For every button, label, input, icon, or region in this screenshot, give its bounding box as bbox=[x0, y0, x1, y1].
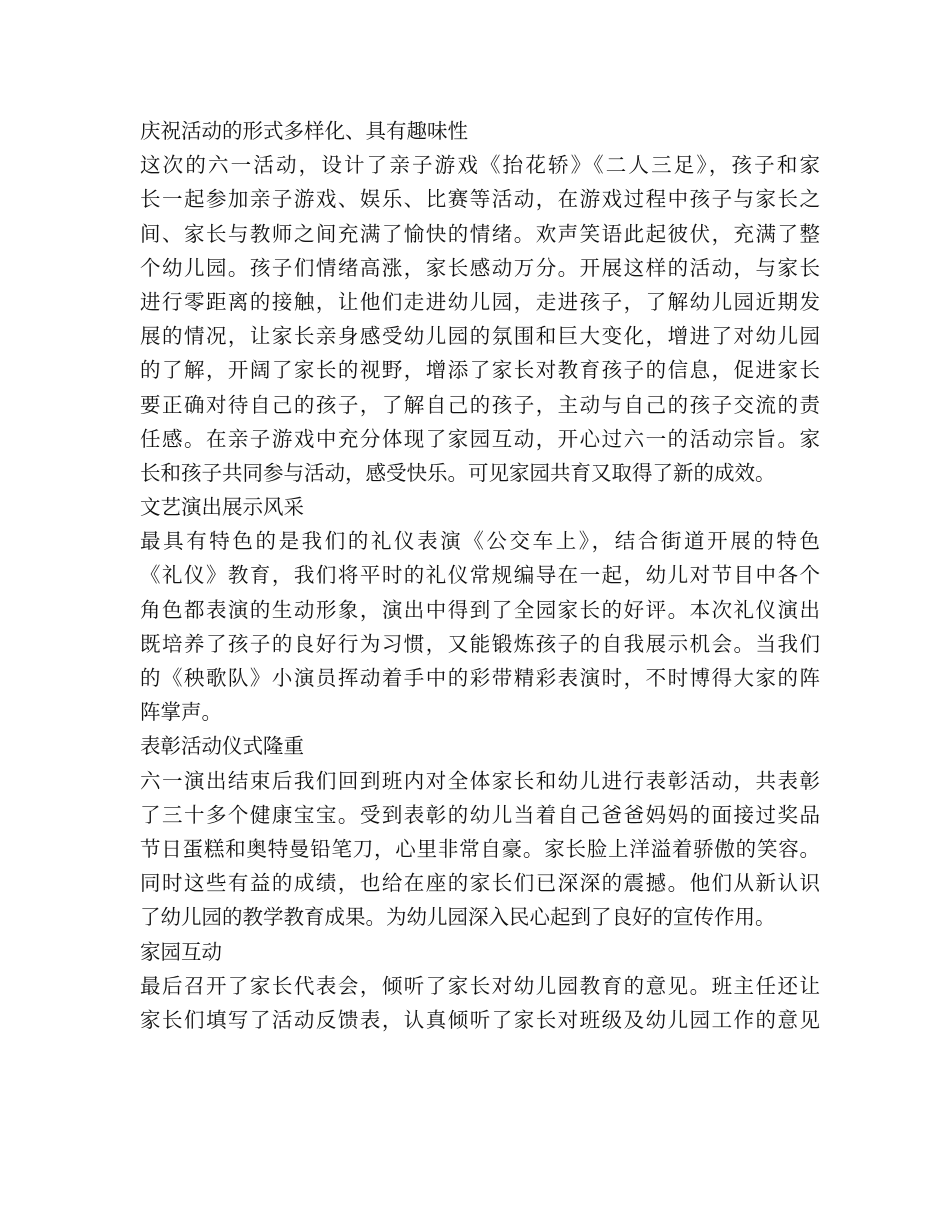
section-heading-interaction: 家园互动 bbox=[140, 939, 222, 964]
paragraph-line: 了三十多个健康宝宝。受到表彰的幼儿当着自己爸爸妈妈的面接过奖品 bbox=[140, 802, 820, 827]
paragraph-line: 进行零距离的接触，让他们走进幼儿园，走进孩子，了解幼儿园近期发 bbox=[140, 289, 820, 314]
paragraph-line: 六一演出结束后我们回到班内对全体家长和幼儿进行表彰活动，共表彰 bbox=[140, 768, 820, 793]
paragraph-line: 要正确对待自己的孩子，了解自己的孩子，主动与自己的孩子交流的责 bbox=[140, 392, 820, 417]
paragraph-line: 的《秧歌队》小演员挥动着手中的彩带精彩表演时，不时博得大家的阵 bbox=[140, 666, 820, 690]
paragraph-line: 同时这些有益的成绩，也给在座的家长们已深深的震撼。他们从新认识 bbox=[140, 871, 820, 896]
section-heading-performance: 文艺演出展示风采 bbox=[140, 495, 304, 520]
section-heading-commendation: 表彰活动仪式隆重 bbox=[140, 734, 304, 759]
paragraph-line: 节日蛋糕和奥特曼铅笔刀，心里非常自豪。家长脸上洋溢着骄傲的笑容。 bbox=[140, 836, 820, 861]
paragraph-line: 个幼儿园。孩子们情绪高涨，家长感动万分。开展这样的活动，与家长 bbox=[140, 255, 820, 280]
paragraph-line: 这次的六一活动，设计了亲子游戏《抬花轿》《二人三足》，孩子和家 bbox=[140, 153, 820, 178]
paragraph-line: 展的情况，让家长亲身感受幼儿园的氛围和巨大变化，增进了对幼儿园 bbox=[140, 324, 820, 349]
paragraph-line: 家长们填写了活动反馈表，认真倾听了家长对班级及幼儿园工作的意见 bbox=[140, 1007, 820, 1032]
paragraph-line: 长和孩子共同参与活动，感受快乐。可见家园共育又取得了新的成效。 bbox=[140, 460, 776, 485]
paragraph-line: 间、家长与教师之间充满了愉快的情绪。欢声笑语此起彼伏，充满了整 bbox=[140, 221, 820, 246]
paragraph-line: 既培养了孩子的良好行为习惯，又能锻炼孩子的自我展示机会。当我们 bbox=[140, 631, 820, 656]
paragraph-line: 《礼仪》教育，我们将平时的礼仪常规编导在一起，幼儿对节目中各个 bbox=[140, 563, 820, 588]
paragraph-line: 阵掌声。 bbox=[140, 700, 222, 725]
paragraph-line: 了幼儿园的教学教育成果。为幼儿园深入民心起到了良好的宣传作用。 bbox=[140, 905, 776, 930]
document-body bbox=[140, 114, 820, 1037]
paragraph-line: 最后召开了家长代表会，倾听了家长对幼儿园教育的意见。班主任还让 bbox=[140, 973, 820, 998]
paragraph-line: 的了解，开阔了家长的视野，增添了家长对教育孩子的信息，促进家长 bbox=[140, 358, 820, 383]
paragraph-line: 任感。在亲子游戏中充分体现了家园互动，开心过六一的活动宗旨。家 bbox=[140, 426, 820, 451]
paragraph-line: 长一起参加亲子游戏、娱乐、比赛等活动，在游戏过程中孩子与家长之 bbox=[140, 187, 820, 212]
section-heading-celebration: 庆祝活动的形式多样化、具有趣味性 bbox=[140, 119, 468, 143]
paragraph-line: 角色都表演的生动形象，演出中得到了全园家长的好评。本次礼仪演出 bbox=[140, 597, 820, 622]
paragraph-line: 最具有特色的是我们的礼仪表演《公交车上》，结合街道开展的特色 bbox=[140, 529, 820, 554]
